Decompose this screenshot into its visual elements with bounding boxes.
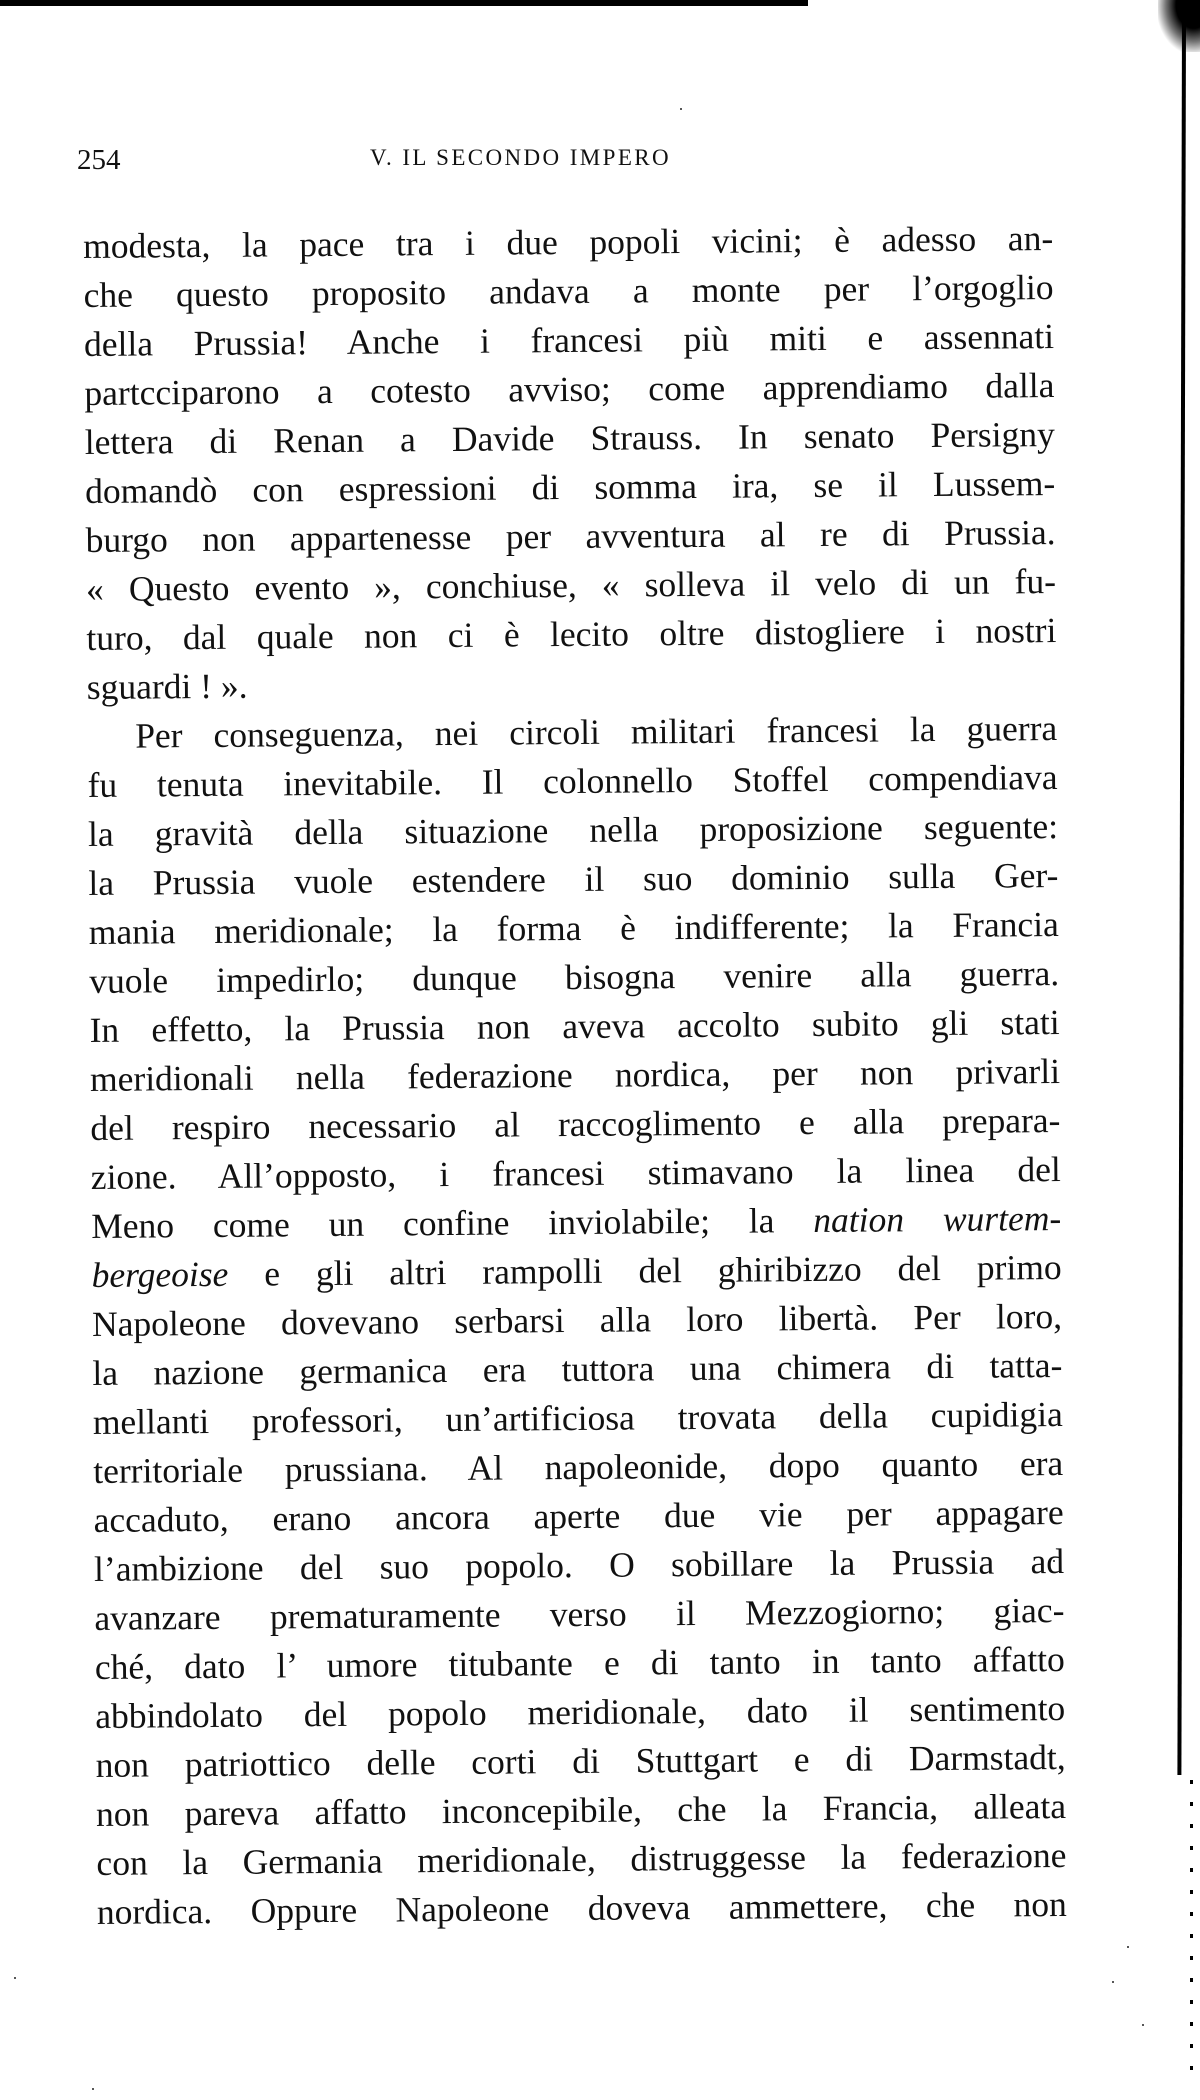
text-line bbox=[94, 1586, 1064, 1643]
text-line bbox=[96, 1831, 1066, 1888]
text-line bbox=[93, 1439, 1063, 1496]
text-run: modesta, la pace tra i due popoli vicini; è adesso an- bbox=[83, 218, 1054, 266]
text-line bbox=[95, 1684, 1065, 1741]
text-run: lettera di Renan a Davide Strauss. In senato Persigny bbox=[84, 414, 1055, 462]
text-run: meridionali nella federazione nordica, per non privarli bbox=[89, 1051, 1061, 1099]
text-line bbox=[85, 459, 1055, 516]
text-line bbox=[85, 410, 1055, 467]
text-line bbox=[87, 753, 1057, 810]
text-line bbox=[96, 1782, 1066, 1839]
text-run: territoriale prussiana. Al napoleonide, dopo quanto era bbox=[93, 1443, 1064, 1491]
text-run: vuole impedirlo; dunque bisogna venire alla guerra. bbox=[89, 953, 1060, 1001]
text-line bbox=[85, 508, 1055, 565]
scan-right-edge-dots bbox=[1190, 1780, 1193, 2080]
text-run: fu tenuta inevitabile. Il colonnello Stoffel compendiava bbox=[87, 757, 1058, 805]
text-line bbox=[91, 1145, 1061, 1202]
text-run: della Prussia! Anche i francesi più miti e assennati bbox=[83, 316, 1055, 364]
text-run: ché, dato l’ umore titubante e di tanto in tanto affatto bbox=[94, 1638, 1065, 1687]
text-run: l’ambizione del suo popolo. O sobillare la Prussia ad bbox=[93, 1540, 1065, 1589]
paragraph bbox=[83, 214, 1057, 712]
text-run: sguardi ! ». bbox=[86, 665, 248, 707]
text-line bbox=[86, 606, 1056, 663]
text-run: e gli altri rampolli del ghiribizzo del primo bbox=[228, 1247, 1062, 1294]
chapter-title: V. IL SECONDO IMPERO bbox=[370, 145, 672, 170]
text-run: accaduto, erano ancora aperte due vie per appagare bbox=[93, 1492, 1064, 1540]
text-run: con la Germania meridionale, distruggesse la federazione bbox=[96, 1834, 1067, 1883]
paragraph bbox=[87, 704, 1067, 1937]
text-line bbox=[89, 949, 1059, 1006]
text-line bbox=[83, 214, 1053, 271]
body-text bbox=[83, 214, 1067, 1937]
scan-right-edge bbox=[1177, 20, 1186, 1775]
text-line bbox=[93, 1488, 1063, 1545]
text-line bbox=[87, 704, 1057, 761]
text-run: Meno come un confine inviolabile; la bbox=[91, 1200, 814, 1246]
text-run: In effetto, la Prussia non aveva accolto subito gli stati bbox=[89, 1002, 1060, 1050]
text-line bbox=[94, 1537, 1064, 1594]
text-line bbox=[97, 1880, 1067, 1937]
text-line bbox=[90, 1096, 1060, 1153]
scan-speck bbox=[1112, 1981, 1114, 1983]
scan-speck bbox=[1127, 1946, 1129, 1948]
italic-phrase: bergeoise bbox=[91, 1253, 229, 1295]
text-line bbox=[92, 1341, 1062, 1398]
text-line bbox=[86, 557, 1056, 614]
running-head bbox=[0, 0, 1200, 200]
text-run: partcciparono a cotesto avviso; come apprendiamo dalla bbox=[84, 365, 1055, 413]
text-line bbox=[91, 1194, 1061, 1251]
text-line bbox=[84, 361, 1054, 418]
text-run: che questo proposito andava a monte per l’orgoglio bbox=[83, 267, 1054, 315]
text-run: burgo non appartenesse per avventura al re di Prussia. bbox=[85, 512, 1056, 560]
text-line bbox=[88, 802, 1058, 859]
scan-speck bbox=[14, 1977, 16, 1979]
text-line bbox=[90, 1047, 1060, 1104]
page-number: 254 bbox=[77, 144, 121, 176]
text-line bbox=[89, 900, 1059, 957]
text-run: « Questo evento », conchiuse, « solleva il velo di un fu- bbox=[85, 561, 1057, 609]
text-run: mania meridionale; la forma è indifferente; la Francia bbox=[88, 904, 1059, 952]
text-line bbox=[88, 851, 1058, 908]
text-line bbox=[84, 312, 1054, 369]
text-run: del respiro necessario al raccoglimento e alla prepara- bbox=[90, 1100, 1061, 1148]
text-run: nordica. Oppure Napoleone doveva ammettere, che non bbox=[96, 1883, 1067, 1932]
text-line bbox=[93, 1390, 1063, 1447]
text-run: la gravità della situazione nella proposizione seguente: bbox=[87, 806, 1059, 854]
text-run: non pareva affatto inconcepibile, che la Francia, alleata bbox=[95, 1785, 1067, 1834]
text-run: zione. All’opposto, i francesi stimavano la linea del bbox=[90, 1149, 1061, 1197]
text-line bbox=[83, 263, 1053, 320]
text-run: abbindolato del popolo meridionale, dato il sentimento bbox=[95, 1687, 1066, 1736]
italic-phrase: nation wurtem- bbox=[813, 1198, 1062, 1241]
text-run: mellanti professori, un’artificiosa trovata della cupidigia bbox=[92, 1394, 1063, 1442]
text-line bbox=[91, 1243, 1061, 1300]
text-run: avanzare prematuramente verso il Mezzogiorno; giac- bbox=[94, 1589, 1065, 1638]
text-run: domandò con espressioni di somma ira, se il Lussem- bbox=[85, 463, 1056, 511]
text-run: Per conseguenza, nei circoli militari francesi la guerra bbox=[135, 708, 1058, 756]
text-line bbox=[87, 655, 1057, 712]
text-run: la nazione germanica era tuttora una chimera di tatta- bbox=[92, 1345, 1063, 1393]
scan-speck bbox=[1142, 2024, 1144, 2026]
scan-speck bbox=[92, 2088, 94, 2090]
text-run: la Prussia vuole estendere il suo dominio sulla Ger- bbox=[88, 855, 1059, 903]
text-run: turo, dal quale non ci è lecito oltre distogliere i nostri bbox=[86, 610, 1057, 658]
text-line bbox=[95, 1635, 1065, 1692]
text-line bbox=[89, 998, 1059, 1055]
text-run: Napoleone dovevano serbarsi alla loro libertà. Per loro, bbox=[91, 1296, 1063, 1344]
text-line bbox=[95, 1733, 1065, 1790]
text-line bbox=[92, 1292, 1062, 1349]
text-run: non patriottico delle corti di Stuttgart e di Darmstadt, bbox=[95, 1736, 1066, 1785]
